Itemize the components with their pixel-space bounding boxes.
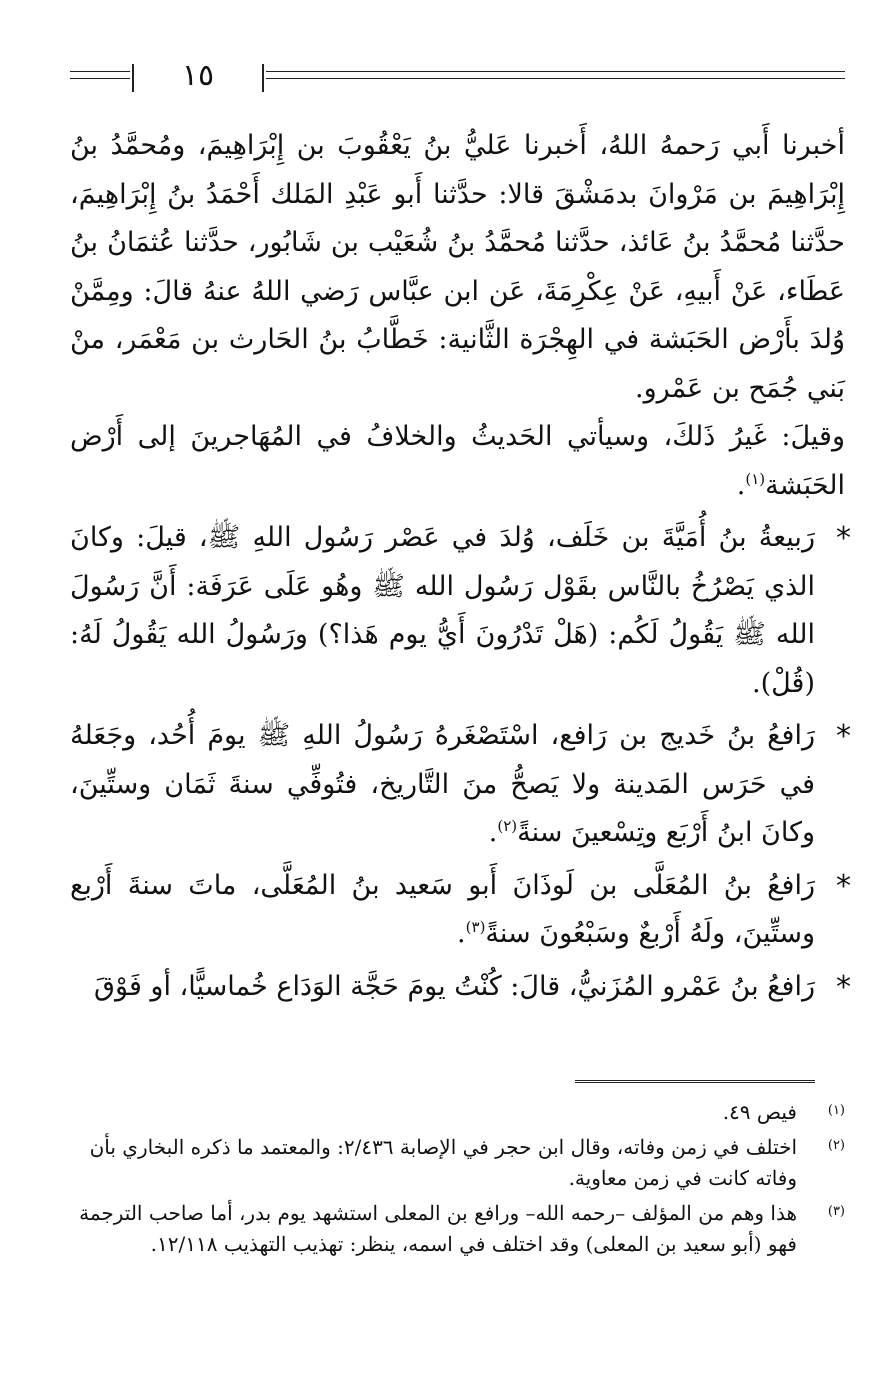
footnote-separator bbox=[575, 1080, 815, 1083]
asterisk-icon: * bbox=[836, 868, 851, 904]
entry bbox=[70, 514, 851, 708]
footnote-ref: (٣) bbox=[465, 918, 486, 936]
footnote-text: هذا وهم من المؤلف –رحمه الله– ورافع بن المعلى استشهد يوم بدر، أما صاحب الترجمة فهو (أبو سعيد بن المعلى) وقد اختلف في اسمه، ينظر: تهذيب التهذيب ١٢/١١٨. bbox=[79, 1201, 797, 1256]
footnote-mark: (١) bbox=[827, 1103, 845, 1118]
paragraph-text: وقيلَ: غَيرُ ذَلكَ، وسيأتي الحَديثُ والخلافُ في المُهَاجرينَ إلى أَرْض الحَبَشة bbox=[70, 421, 845, 501]
footnote bbox=[70, 1132, 845, 1194]
header-rule-right-bottom bbox=[266, 78, 845, 79]
main-text bbox=[70, 122, 851, 1011]
entry-text: رَافعُ بنُ المُعَلَّى بن لَوذَانَ أَبو سَعيد بنُ المُعَلَّى، ماتَ سنةَ أَرْبع وستِّينَ، ولَهُ أَرْبعٌ وسَبْعُونَ سنةً bbox=[70, 869, 815, 949]
paragraph bbox=[70, 122, 845, 413]
footnote bbox=[70, 1198, 845, 1260]
entry-text: رَبيعةُ بنُ أُمَيَّةَ بن خَلَف، وُلدَ في عَصْر رَسُول اللهِ ﷺ، قيلَ: وكانَ الذي يَصْرُخُ بالنَّاس بقَوْل رَسُول الله ﷺ وهُو عَلَى عَرَفَة: أَنَّ رَسُولَ الله ﷺ يَقُولُ لَكُم: (هَلْ تَدْرُونَ أَيُّ يوم هَذا؟) ورَسُولُ الله يَقُولُ لَهُ: (قُلْ). bbox=[70, 522, 815, 699]
page-number: ١٥ bbox=[181, 58, 215, 93]
entry-tail: . bbox=[457, 918, 466, 949]
footnote-mark: (٢) bbox=[827, 1138, 845, 1153]
header-rule-left-bottom bbox=[70, 78, 130, 79]
header-bar-right bbox=[262, 64, 264, 92]
header-rule-left-top bbox=[70, 71, 130, 72]
asterisk-icon: * bbox=[836, 719, 851, 754]
entry-text: رَافعُ بنُ عَمْرو المُزَنيُّ، قالَ: كُنْتُ يومَ حَجَّة الوَدَاع خُماسيًّا، أو فَوْقَ bbox=[94, 970, 815, 1002]
footnote-ref: (٢) bbox=[497, 817, 518, 835]
footnote-mark: (٣) bbox=[827, 1204, 845, 1219]
footnotes bbox=[70, 1097, 845, 1264]
footnote-text: اختلف في زمن وفاته، وقال ابن حجر في الإصابة ٢/٤٣٦: والمعتمد ما ذكره البخاري بأن وفاته كانت في زمن معاوية. bbox=[89, 1135, 797, 1190]
asterisk-icon: * bbox=[836, 521, 851, 556]
entry bbox=[70, 963, 851, 1012]
footnote bbox=[70, 1097, 845, 1128]
header-rule-right-top bbox=[266, 71, 845, 72]
header-bar-left bbox=[132, 64, 134, 92]
entry bbox=[70, 712, 851, 858]
entry-tail: . bbox=[488, 817, 498, 848]
paragraph bbox=[70, 413, 845, 510]
entry bbox=[70, 862, 851, 959]
footnote-ref: (١) bbox=[745, 469, 766, 488]
page-header bbox=[70, 56, 845, 96]
paragraph-tail: . bbox=[736, 469, 746, 501]
paragraph-text: أخبرنا أَبي رَحمهُ اللهُ، أَخبرنا عَليُّ بنُ يَعْقُوبَ بن إِبْرَاهِيمَ، ومُحمَّدُ بنُ إِبْرَاهِيمَ بن مَرْوانَ بدمَشْقَ قالا: حدَّثنا أَبو عَبْدِ المَلك أَحْمَدُ بنُ إِبْرَاهِيمَ، حدَّثنا مُحمَّدُ بنُ عَائذ، حدَّثنا مُحمَّدُ بنُ شُعَيْب بن شَابُور، حدَّثنا عُثمَانُ بنُ عَطَاء، عَنْ أَبيهِ، عَنْ عِكْرِمَةَ، عَن ابن عبَّاس رَضي اللهُ عنهُ قالَ: ومِمَّنْ وُلدَ بأَرْض الحَبَشة في الهِجْرَة الثَّانية: خَطَّابُ بنُ الحَارث بن مَعْمَر، منْ بَني جُمَح بن عَمْرو. bbox=[70, 130, 845, 404]
footnote-text: فيص ٤٩. bbox=[722, 1100, 797, 1124]
asterisk-icon: * bbox=[836, 969, 851, 1005]
entry-text: رَافعُ بنُ خَديج بن رَافع، اسْتَصْغَرهُ رَسُولُ اللهِ ﷺ يومَ أُحُد، وجَعَلهُ في حَرَس المَدينة ولا يَصحُّ منَ التَّاريخ، فتُوفِّي سنةَ ثَمَان وستِّينَ، وكانَ ابنُ أَرْبَع وتِسْعينَ سنةً bbox=[70, 720, 815, 848]
